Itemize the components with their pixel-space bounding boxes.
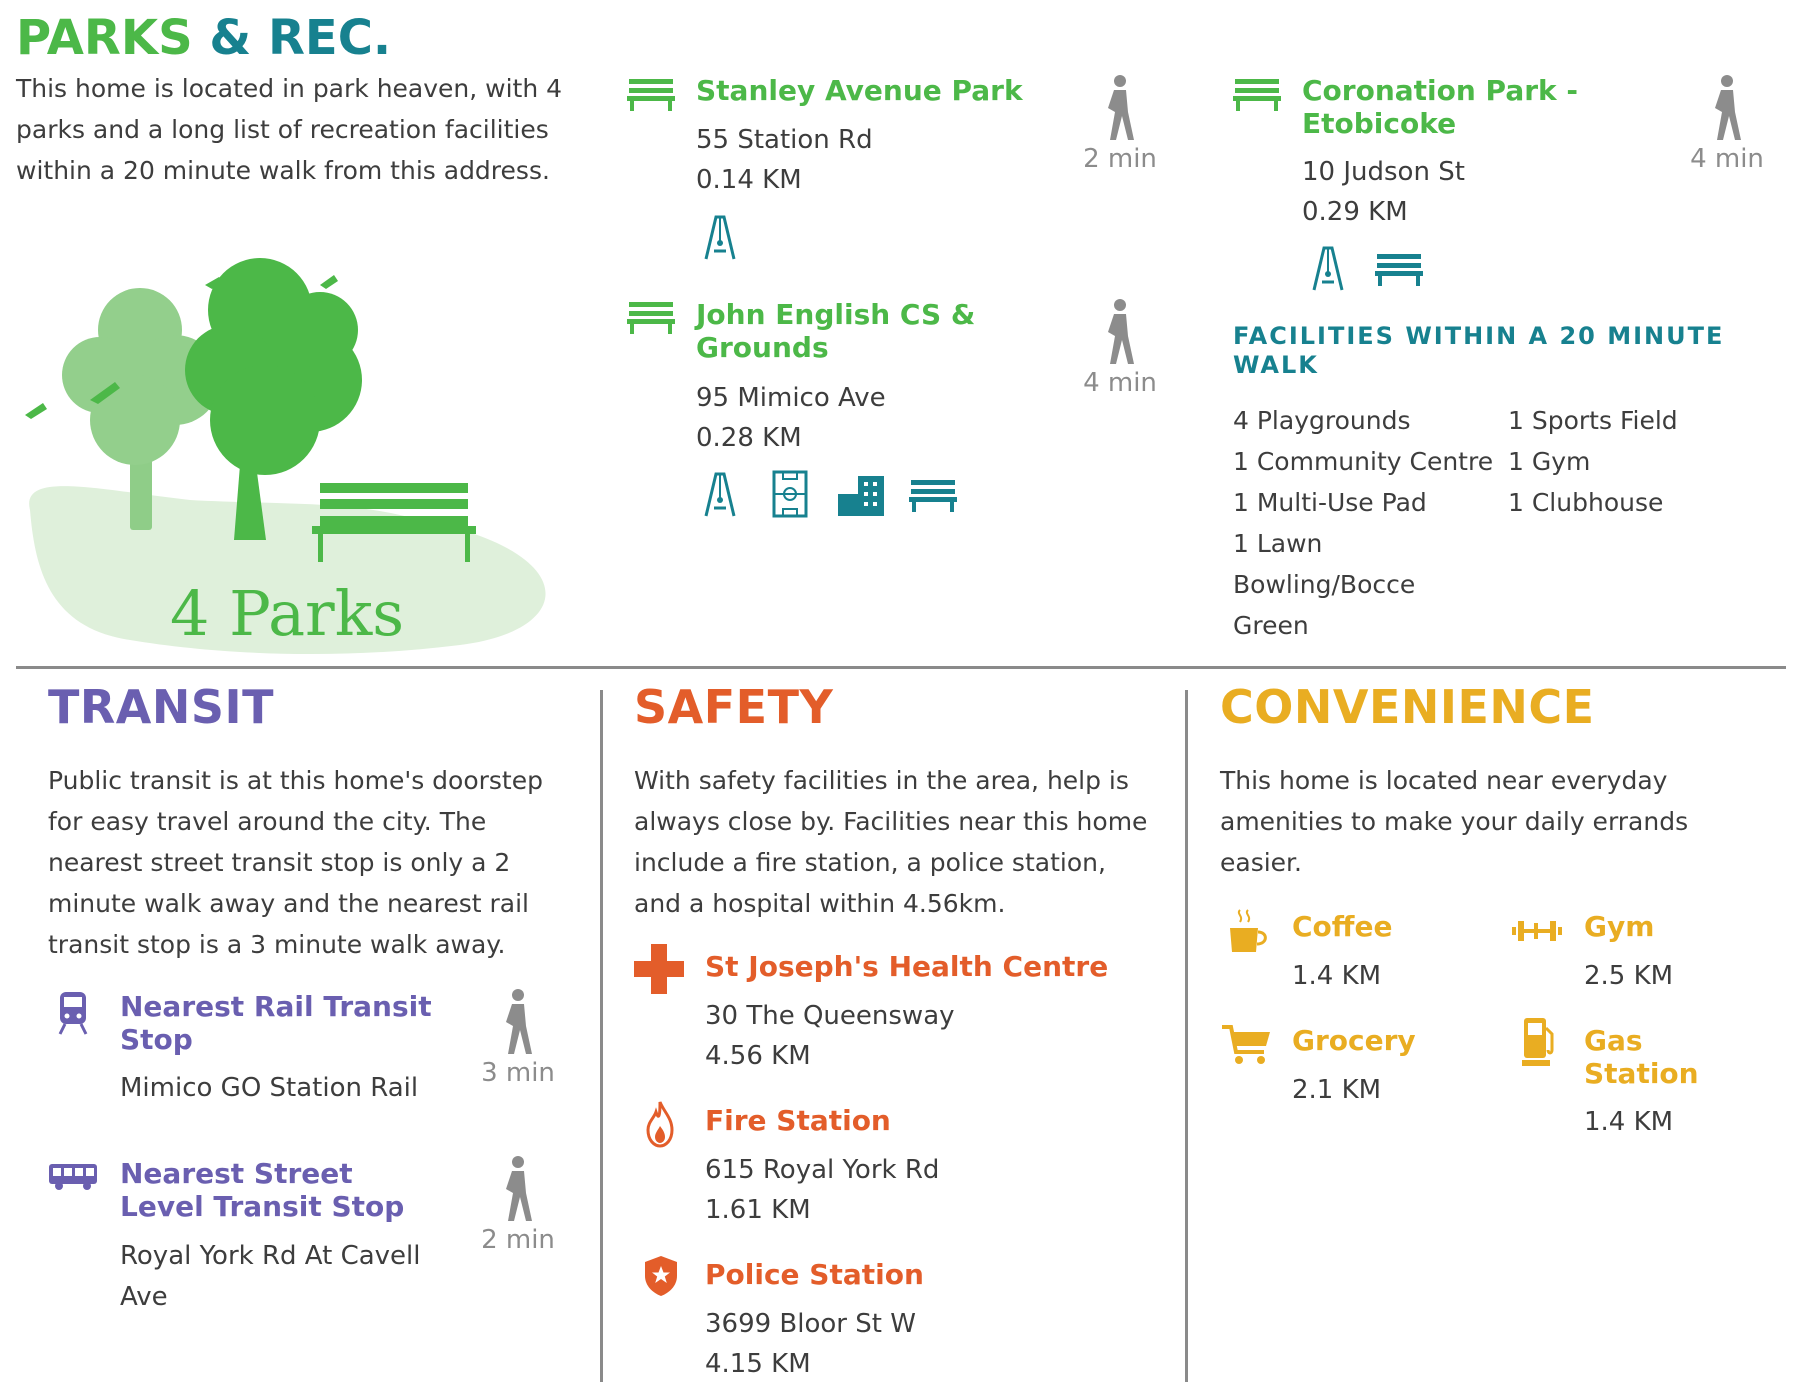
facility-item: 1 Clubhouse (1508, 488, 1664, 517)
amenity-distance: 1.4 KM (1584, 1107, 1674, 1137)
train-icon (57, 990, 89, 1036)
park-address: 55 Station Rd (696, 125, 873, 155)
walking-person-icon (498, 988, 538, 1058)
safety-facility-distance: 4.15 KM (705, 1349, 811, 1379)
facility-item: 1 Gym (1508, 447, 1591, 476)
walk-time (473, 1155, 563, 1255)
walking-person-icon (1707, 74, 1747, 144)
flame-icon (646, 1100, 674, 1148)
bench-icon (909, 478, 957, 512)
bench-icon (1233, 77, 1281, 111)
coffee-icon (1228, 908, 1268, 956)
amenity-distance: 2.1 KM (1292, 1075, 1382, 1105)
bus-icon (48, 1163, 98, 1191)
safety-title: SAFETY (634, 680, 834, 734)
section-divider (16, 666, 1786, 669)
walking-person-icon (1100, 298, 1140, 368)
amenity-name[interactable]: Gas Station (1584, 1024, 1699, 1090)
playground-icon (702, 470, 738, 518)
walk-time-label: 2 min (481, 1225, 555, 1255)
amenity-name[interactable]: Gym (1584, 910, 1655, 943)
park-distance: 0.14 KM (696, 165, 802, 195)
safety-facility-name[interactable]: Police Station (705, 1258, 924, 1291)
bench-icon (627, 77, 675, 111)
amenity-distance: 1.4 KM (1292, 961, 1382, 991)
cart-icon (1222, 1024, 1272, 1066)
playground-icon (702, 213, 738, 261)
park-name[interactable]: John English CS & Grounds (696, 298, 976, 364)
facilities-left-list (1233, 400, 1503, 646)
convenience-title: CONVENIENCE (1220, 680, 1595, 734)
safety-facility-address: 3699 Bloor St W (705, 1309, 916, 1339)
park-distance: 0.29 KM (1302, 197, 1408, 227)
walk-time-label: 4 min (1690, 144, 1764, 174)
playground-icon (1310, 244, 1346, 292)
hospital-cross-icon (634, 944, 684, 994)
column-divider (600, 690, 603, 1382)
safety-facility-name[interactable]: St Joseph's Health Centre (705, 950, 1109, 983)
parks-title-part2: & REC. (209, 10, 392, 66)
facility-item: 4 Playgrounds (1233, 406, 1411, 435)
transit-stop-name[interactable]: Nearest Rail Transit Stop (120, 990, 432, 1056)
gas-pump-icon (1522, 1016, 1556, 1068)
facility-item: 1 Community Centre (1233, 447, 1494, 476)
park-name[interactable]: Stanley Avenue Park (696, 74, 1023, 107)
transit-stop-detail: Royal York Rd At Cavell Ave (120, 1241, 421, 1312)
walk-time-label: 2 min (1083, 144, 1157, 174)
amenity-name[interactable]: Coffee (1292, 910, 1393, 943)
walk-time-label: 4 min (1083, 368, 1157, 398)
safety-facility-address: 615 Royal York Rd (705, 1155, 940, 1185)
transit-stop-detail: Mimico GO Station Rail (120, 1073, 419, 1103)
convenience-description: This home is located near everyday amenities to make your daily errands easier. (1220, 766, 1689, 877)
safety-facility-distance: 1.61 KM (705, 1195, 811, 1225)
facilities-right-list (1508, 400, 1768, 523)
community-centre-icon (838, 476, 886, 516)
transit-title: TRANSIT (48, 680, 275, 734)
walk-time (1682, 74, 1772, 174)
facility-item: 1 Multi-Use Pad (1233, 488, 1427, 517)
facility-item: 1 Lawn Bowling/Bocce Green (1233, 529, 1416, 640)
bench-icon (1375, 252, 1423, 286)
police-badge-icon (643, 1254, 679, 1298)
column-divider (1185, 690, 1188, 1382)
sports-field-icon (772, 470, 808, 518)
walking-person-icon (1100, 74, 1140, 144)
parks-title (16, 8, 391, 68)
parks-description: This home is located in park heaven, with 4 parks and a long list of recreation facilities within a 20 minute walk from this address. (16, 74, 563, 185)
safety-description: With safety facilities in the area, help is always close by. Facilities near this home include a fire station, a police station, and a hospital within 4.56km. (634, 766, 1148, 918)
park-address: 10 Judson St (1302, 157, 1465, 187)
walk-time (473, 988, 563, 1088)
parks-count-label: 4 Parks (170, 577, 405, 650)
park-distance: 0.28 KM (696, 423, 802, 453)
safety-facility-distance: 4.56 KM (705, 1041, 811, 1071)
safety-facility-address: 30 The Queensway (705, 1001, 955, 1031)
dumbbell-icon (1512, 919, 1562, 943)
walk-time (1075, 298, 1165, 398)
park-address: 95 Mimico Ave (696, 383, 886, 413)
walk-time-label: 3 min (481, 1058, 555, 1088)
walk-time (1075, 74, 1165, 174)
bench-icon (627, 300, 675, 334)
facility-item: 1 Sports Field (1508, 406, 1678, 435)
facilities-heading: FACILITIES WITHIN A 20 MINUTE WALK (1233, 322, 1725, 379)
parks-title-part1: PARKS (16, 10, 193, 66)
transit-description: Public transit is at this home's doorstep for easy travel around the city. The nearest street transit stop is only a 2 minute walk away and the nearest rail transit stop is a 3 minute walk away. (48, 766, 543, 959)
amenity-name[interactable]: Grocery (1292, 1024, 1416, 1057)
transit-stop-name[interactable]: Nearest Street Level Transit Stop (120, 1157, 405, 1223)
safety-facility-name[interactable]: Fire Station (705, 1104, 891, 1137)
walking-person-icon (498, 1155, 538, 1225)
park-name[interactable]: Coronation Park - Etobicoke (1302, 74, 1579, 140)
amenity-distance: 2.5 KM (1584, 961, 1674, 991)
